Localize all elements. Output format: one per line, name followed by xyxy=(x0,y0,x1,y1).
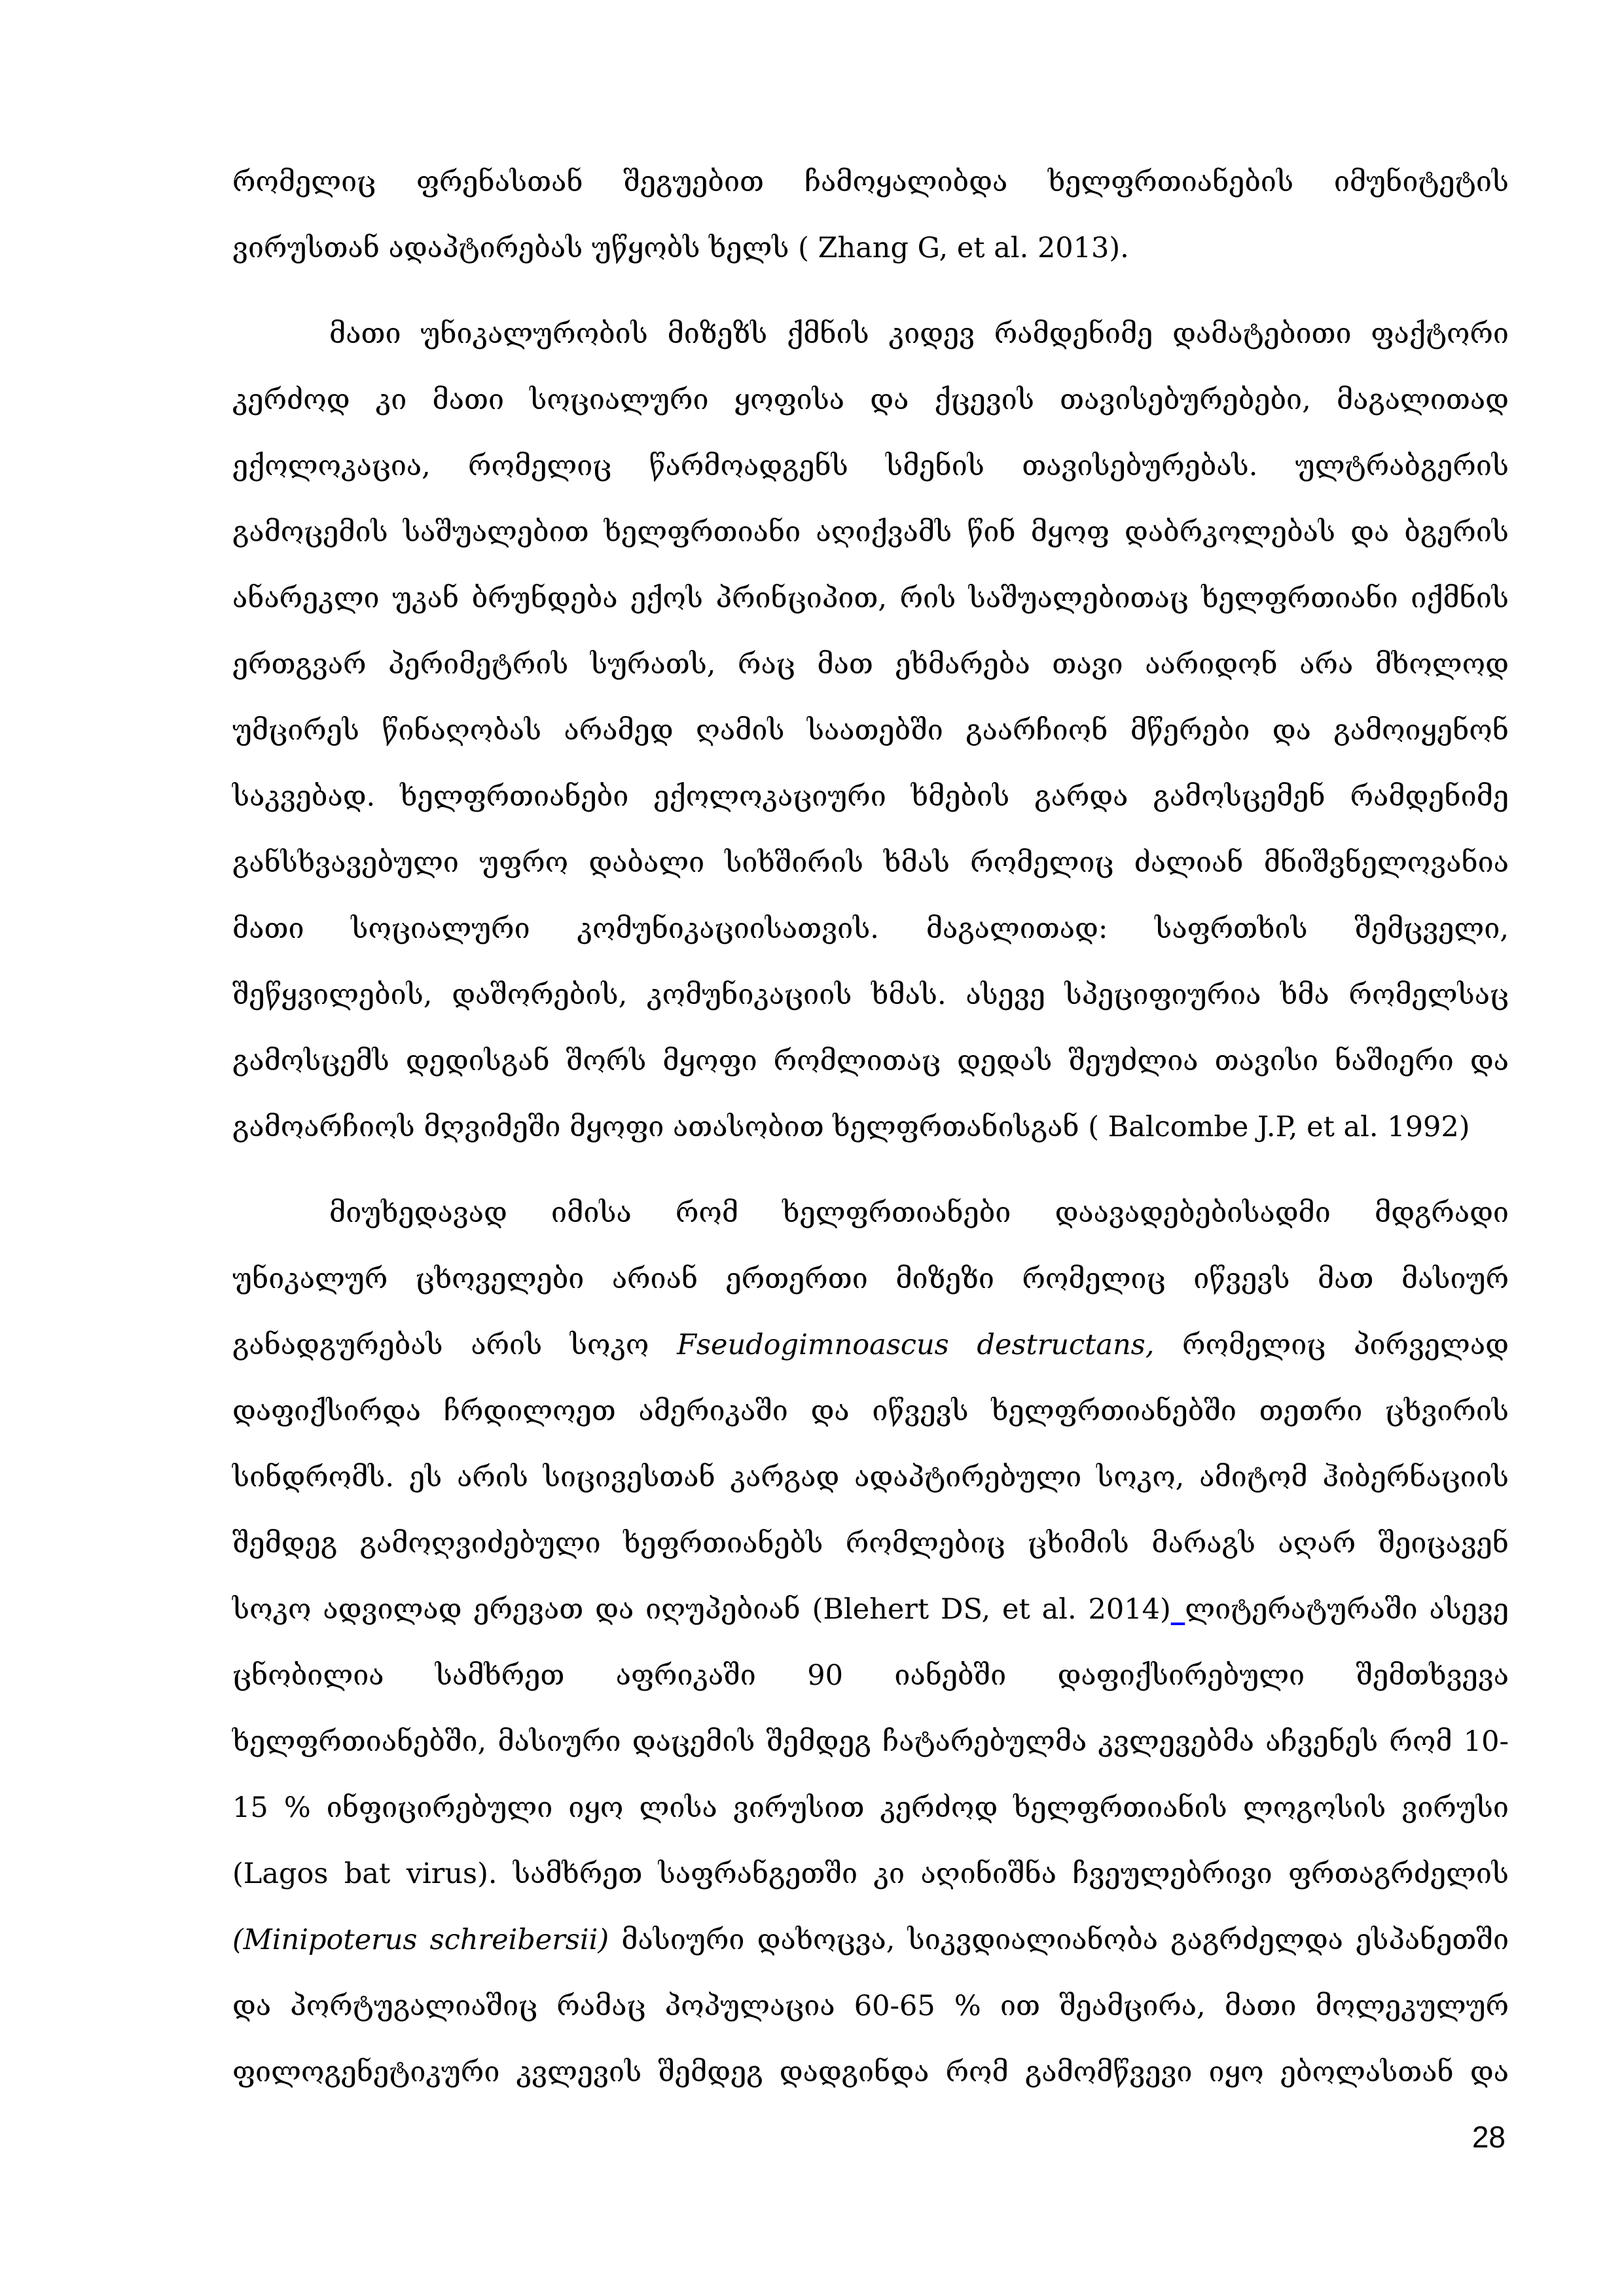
text-line xyxy=(232,764,1509,830)
text-run: სოკო ადვილად ერევათ და იღუპებიან (Blehert DS, et al. 2014) xyxy=(232,1593,1171,1626)
text-run: კერძოდ კი მათი სოციალური ყოფისა და ქცევის თავისებურებები, მაგალითად xyxy=(232,384,1509,416)
italic-species-name: Fseudogimnoascus destructans, xyxy=(677,1329,1155,1361)
text-run: ფილოგენეტიკური კვლევის შემდეგ დადგინდა რომ გამომწვევი იყო ებოლასთან და xyxy=(232,2056,1509,2089)
paragraph xyxy=(232,1180,1509,2106)
hyperlink-mark: _ xyxy=(1170,1593,1185,1626)
text-run: საკვებად. ხელფრთიანები ექოლოკაციური ხმების გარდა გამოსცემენ რამდენიმე xyxy=(232,780,1509,813)
text-line xyxy=(232,1028,1509,1094)
text-run: მიუხედავად იმისა რომ ხელფრთიანები დაავადებებისადმი მდგრადი xyxy=(329,1196,1509,1229)
text-run: მათი სოციალური კომუნიკაციისათვის. მაგალითად: საფრთხის შემცველი, xyxy=(232,912,1509,945)
text-run: 15 % ინფიცირებული იყო ლისა ვირუსით კერძოდ ხელფრთიანის ლოგოსის ვირუსი xyxy=(232,1791,1509,1824)
text-line xyxy=(232,632,1509,698)
text-run: შემდეგ გამოღვიძებული ხეფრთიანებს რომლებიც ცხიმის მარაგს აღარ შეიცავენ xyxy=(232,1527,1509,1560)
text-line xyxy=(232,215,1509,281)
text-line xyxy=(232,1841,1509,1907)
text-run: ერთგვარ პერიმეტრის სურათს, რაც მათ ეხმარება თავი აარიდონ არა მხოლოდ xyxy=(232,648,1509,681)
text-run: ლიტერატურაში ასევე xyxy=(1185,1593,1509,1626)
body-text xyxy=(232,149,1509,2125)
text-line xyxy=(232,1094,1509,1160)
text-line xyxy=(232,1775,1509,1841)
text-run: განსხვავებული უფრო დაბალი სიხშირის ხმას რომელიც ძალიან მნიშვნელოვანია xyxy=(232,846,1509,879)
text-line xyxy=(232,1577,1509,1643)
text-run: შეწყვილების, დაშორების, კომუნიკაციის ხმას. ასევე სპეციფიურია ხმა რომელსაც xyxy=(232,978,1509,1011)
text-run: სინდრომს. ეს არის სიცივესთან კარგად ადაპტირებული სოკო, ამიტომ ჰიბერნაციის xyxy=(232,1461,1509,1494)
page-number: 28 xyxy=(1471,2120,1506,2154)
text-line xyxy=(232,433,1509,499)
text-line xyxy=(232,1444,1509,1511)
text-line xyxy=(232,301,1509,367)
text-line xyxy=(232,1973,1509,2039)
text-line xyxy=(232,2039,1509,2106)
text-run: გამოარჩიოს მღვიმეში მყოფი ათასობით ხელფრთანისგან ( Balcombe J.P, et al. 1992) xyxy=(232,1111,1470,1143)
text-line xyxy=(232,565,1509,632)
text-line xyxy=(232,1709,1509,1775)
text-run: ექოლოკაცია, რომელიც წარმოადგენს სმენის თავისებურებას. ულტრაბგერის xyxy=(232,450,1509,482)
paragraph xyxy=(232,301,1509,1160)
text-run: გამოცემის საშუალებით ხელფრთიანი აღიქვამს წინ მყოფ დაბრკოლებას და ბგერის xyxy=(232,516,1509,548)
paragraph xyxy=(232,149,1509,281)
text-line xyxy=(232,962,1509,1028)
text-run: უმცირეს წინაღობას არამედ ღამის საათებში გაარჩიონ მწერები და გამოიყენონ xyxy=(232,714,1509,747)
text-run: ვირუსთან ადაპტირებას უწყობს ხელს ( Zhang G, et al. 2013). xyxy=(232,232,1129,264)
text-line xyxy=(232,1246,1509,1312)
text-line xyxy=(232,367,1509,433)
text-run: მასიური დახოცვა, სიკვდიალიანობა გაგრძელდა ესპანეთში xyxy=(609,1924,1509,1956)
text-run: რომელიც ფრენასთან შეგუებით ჩამოყალიბდა ხელფრთიანების იმუნიტეტის xyxy=(232,166,1509,198)
text-line xyxy=(232,698,1509,764)
text-line xyxy=(232,1378,1509,1444)
italic-species-name: (Minipoterus schreibersii) xyxy=(232,1924,609,1956)
text-line xyxy=(232,1907,1509,1973)
text-line xyxy=(232,1643,1509,1709)
text-run: ანარეკლი უკან ბრუნდება ექოს პრინციპით, რის საშუალებითაც ხელფრთიანი იქმნის xyxy=(232,582,1509,615)
text-line xyxy=(232,1180,1509,1246)
text-run: გამოსცემს დედისგან შორს მყოფი რომლითაც დედას შეუძლია თავისი ნაშიერი და xyxy=(232,1045,1509,1077)
text-line xyxy=(232,149,1509,215)
text-run: ცნობილია სამხრეთ აფრიკაში 90 იანებში დაფიქსირებული შემთხვევა xyxy=(232,1659,1509,1692)
text-line xyxy=(232,1511,1509,1577)
text-line xyxy=(232,896,1509,962)
text-run: განადგურებას არის სოკო xyxy=(232,1329,677,1361)
text-line xyxy=(232,830,1509,896)
text-line xyxy=(232,499,1509,565)
text-run: დაფიქსირდა ჩრდილოეთ ამერიკაში და იწვევს ხელფრთიანებში თეთრი ცხვირის xyxy=(232,1395,1509,1427)
text-run: მათი უნიკალურობის მიზეზს ქმნის კიდევ რამდენიმე დამატებითი ფაქტორი xyxy=(329,317,1509,350)
text-run: ხელფრთიანებში, მასიური დაცემის შემდეგ ჩატარებულმა კვლევებმა აჩვენეს რომ 10- xyxy=(232,1725,1509,1758)
text-line xyxy=(232,1312,1509,1378)
text-run: უნიკალურ ცხოველები არიან ერთერთი მიზეზი რომელიც იწვევს მათ მასიურ xyxy=(232,1263,1509,1295)
text-run: (Lagos bat virus). სამხრეთ საფრანგეთში კი აღინიშნა ჩვეულებრივი ფრთაგრძელის xyxy=(232,1857,1509,1890)
text-run: და პორტუგალიაშიც რამაც პოპულაცია 60-65 % ით შეამცირა, მათი მოლეკულურ xyxy=(232,1990,1509,2022)
text-run: რომელიც პირველად xyxy=(1154,1329,1509,1361)
